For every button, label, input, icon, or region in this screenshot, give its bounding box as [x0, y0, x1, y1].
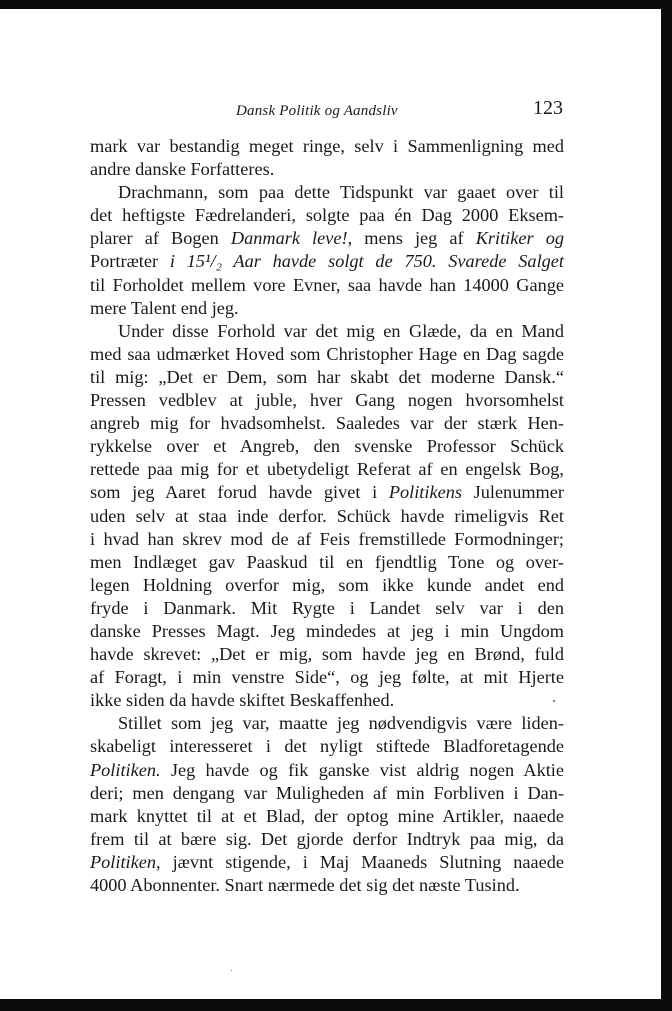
text-line: med saa udmærket Hoved som Christopher Hage en Dag sagde — [90, 343, 564, 364]
text-line: plarer af Bogen Danmark leve!, mens jeg af Kritiker og — [90, 228, 564, 249]
page-body-text — [90, 135, 564, 897]
text-line: men Indlæget gav Paaskud til en fjendtlig Tone og over- — [90, 551, 564, 572]
text-line: fryde i Danmark. Mit Rygte i Landet selv var i den — [90, 597, 564, 618]
text-line: rettede paa mig for et ubetydeligt Referat af en engelsk Bog, — [90, 459, 564, 480]
text-line: i hvad han skrev mod de af Feis fremstillede Formodninger; — [90, 528, 564, 549]
text-line: ikke siden da havde skiftet Beskaffenhed. — [90, 690, 395, 711]
text-line: Stillet som jeg var, maatte jeg nødvendigvis være liden- — [118, 713, 564, 734]
text-line: mere Talent end jeg. — [90, 297, 239, 318]
text-line: til mig: „Det er Dem, som har skabt det moderne Dansk.“ — [90, 366, 564, 387]
text-line: deri; men dengang var Muligheden af min Forbliven i Dan- — [90, 782, 564, 803]
text-line: Politiken, jævnt stigende, i Maj Maaneds Slutning naaede — [90, 851, 564, 872]
text-line: havde skrevet: „Det er mig, som havde jeg en Brønd, fuld — [90, 644, 564, 665]
page-number: 123 — [533, 97, 563, 119]
text-line: det heftigste Fædrelanderi, solgte paa én Dag 2000 Eksem- — [90, 205, 564, 226]
text-line: rykkelse over et Angreb, den svenske Professor Schück — [90, 436, 564, 457]
running-header-title: Dansk Politik og Aandsliv — [236, 103, 398, 119]
text-line: mark knyttet til at et Blad, der optog mine Artikler, naaede — [90, 805, 564, 826]
text-line: mark var bestandig meget ringe, selv i Sammenligning med — [90, 136, 564, 156]
text-line: Portræter i 15¹/₂ Aar havde solgt de 750. Svarede Salget — [90, 251, 564, 272]
text-line: Under disse Forhold var det mig en Glæde, da en Mand — [118, 320, 564, 341]
scan-border-top — [0, 0, 672, 9]
text-line: Politiken. Jeg havde og fik ganske vist aldrig nogen Aktie — [90, 759, 564, 780]
text-line: andre danske Forfatteres. — [90, 159, 275, 180]
text-line: Pressen vedblev at juble, hver Gang nogen hvorsomhelst — [90, 390, 564, 411]
text-line: uden selv at staa inde derfor. Schück havde rimeligvis Ret — [90, 505, 564, 526]
scan-speck — [231, 970, 232, 971]
text-line: skabeligt interesseret i det nyligt stiftede Bladforetagende — [90, 736, 564, 757]
text-line: danske Presses Magt. Jeg mindedes at jeg i min Ungdom — [90, 620, 564, 641]
text-line: af Foragt, i min venstre Side“, og jeg følte, at mit Hjerte — [90, 667, 564, 688]
scan-speck — [553, 700, 555, 702]
text-line: frem til at bære sig. Det gjorde derfor Indtryk paa mig, da — [90, 828, 564, 849]
text-line: til Forholdet mellem vore Evner, saa havde han 14000 Gange — [90, 274, 564, 295]
text-line: angreb mig for hvadsomhelst. Saaledes var der stærk Hen- — [90, 413, 564, 434]
text-line: 4000 Abonnenter. Snart nærmede det sig det næste Tusind. — [90, 875, 520, 895]
text-line: som jeg Aaret forud havde givet i Politikens Julenummer — [90, 482, 564, 503]
scan-border-bottom — [0, 999, 672, 1011]
text-line: Drachmann, som paa dette Tidspunkt var gaaet over til — [118, 182, 564, 203]
text-line: legen Holdning overfor mig, som ikke kunde andet end — [90, 574, 564, 595]
scan-border-right — [661, 0, 672, 1011]
